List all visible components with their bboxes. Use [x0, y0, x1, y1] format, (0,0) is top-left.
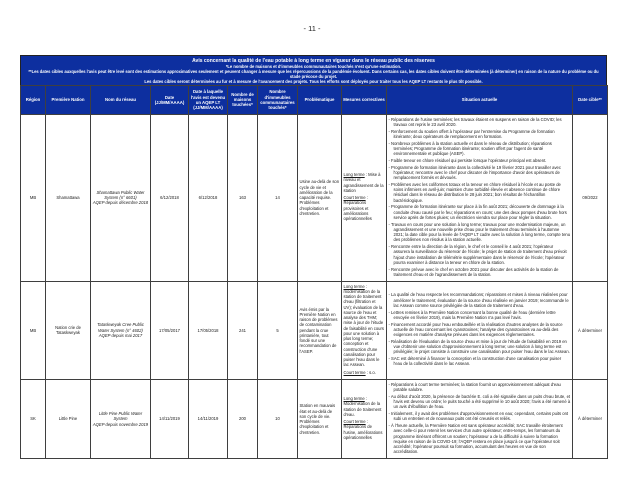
situation-bullet: - Initialement, il y avait des problèmes d'approvisionnement en eau; cependant, certains puits ont subi un entretien et de nouveaux puits ont été creusés et reliés.	[388, 411, 569, 422]
cell-nom-du-reseau	[91, 114, 151, 281]
situation-bullet: - Réparations de l'usine terminées; les travaux étaient en suspens en raison de la COVID; les travaux ont repris le 23 avril 2020.	[388, 116, 562, 127]
cell-nb-immeubles: 5	[258, 281, 298, 379]
table-note-2: **Les dates cibles auxquelles l'avis peut être levé sont des estimations approximatives seulement et peuvent changer à mesure que les répercussions de la pandémie évoluent. Dans certains cas, les dates cibles doivent être déterminées (à déterminer) en raison de la nature du problème ou du stade précoce du projet.	[28, 68, 599, 79]
mesure-text: : Mise à niveau et agrandissement de la station	[343, 172, 384, 193]
situation-bullet: - La qualité de l'eau respecte les recommandations; réparations et mises à niveau réalisées pour améliorer le traitement; évaluation de la source d'eau réalisée en janvier 2019; recommande le lac Assean comme source privilégiée de la station de traitement d'eau.	[388, 292, 569, 308]
advisories-table	[20, 85, 608, 460]
column-header-situation: Situation actuelle	[387, 85, 573, 114]
situation-bullet: - Réparations à court terme terminées; la station fournit un approvisionnement adéquat d'eau potable salubre.	[388, 381, 561, 393]
column-header-nb-maisons: Nombre de maisons touchées*	[228, 85, 258, 114]
table-title: Avis concernant la qualité de l'eau potable à long terme en vigueur dans le réseau public des réserves	[192, 57, 435, 64]
table-note-1: *Le nombre de maisons et d'immeubles communautaires touchés n'est qu'une estimation.	[225, 63, 402, 69]
situation-bullet: - Nombreux problèmes à la station actuelle et dans le réseau de distribution; réparations terminées; Programme de formation itinérante; soutien offert par l'agent de santé environnementale et publique (ASEP).	[388, 140, 552, 157]
situation-bullet: - Programme de formation itinérante dans la collectivité le 19 février 2021 pour travailler avec l'opérateur; rencontre avec le chef pour discuter de l'importance d'avoir des opérateurs de remplacement formés et dévoués.	[388, 164, 561, 181]
cell-date-aqep-lt: 6/12/2018	[189, 114, 228, 281]
cell-nb-maisons: 200	[228, 379, 258, 458]
table-row	[21, 379, 608, 458]
mesure-text: : Réparations de l'usine, améliorations opérationnelles	[343, 419, 383, 440]
cell-problematique: Avis émis par la Première Nation en raison de problèmes de contamination pendant la crue printanière, tout fondé sur une recommandation de l'ASEP.	[298, 281, 342, 379]
column-header-region: Région	[21, 85, 46, 114]
cell-date-cible: À déterminer	[573, 379, 608, 458]
situation-bullet: - Problèmes avec les coliformes totaux et la teneur en chlore résiduel à l'école et au poste de soins infirmiers en avril-juin; maintien d'une turbidité élevée et absence continue de chlore résiduel dans le réseau de distribution le 28 juin 2021; bon résultat de l'échantillon bactériologique.	[388, 181, 561, 203]
mesure-paragraph	[344, 396, 385, 417]
cell-region: MB	[21, 281, 46, 379]
reseau-line: AQEP depuis décembre 2018	[92, 200, 149, 206]
reseau-line: Shamattawa Public Water System (n° 6601)	[96, 189, 145, 201]
mesure-paragraph	[344, 195, 385, 221]
cell-mesures-correctives	[342, 379, 387, 458]
mesure-paragraph	[344, 419, 385, 440]
mesure-label: Court terme	[343, 419, 366, 425]
page-number: - 11 -	[303, 24, 321, 33]
situation-bullet: - Rencontre prévue avec le chef en octobre 2021 pour discuter des activités de la station de traitement d'eau et de l'agrandissement de la station.	[388, 266, 559, 277]
cell-premiere-nation: Little Pine	[46, 379, 91, 458]
reseau-line: Tataskweyak Cree Public Water System (n° 4602)	[97, 322, 144, 333]
situation-bullet: - Faible teneur en chlore résiduel qui persiste lorsque l'opérateur principal est absent.	[388, 157, 547, 163]
table-header-row	[21, 85, 608, 114]
column-header-problematique: Problématique	[298, 85, 342, 114]
mesure-label: Long terme	[343, 396, 365, 402]
cell-nb-maisons: 241	[228, 281, 258, 379]
cell-mesures-correctives	[342, 281, 387, 379]
column-header-date-avis: Date (JJ/MM/AAAA)	[151, 85, 189, 114]
mesure-text: : Modernisation de la station de traitement d'eau.	[343, 396, 382, 417]
situation-bullet: - Financement accordé pour l'eau embouteillée et la réalisation d'autres analyses de la source actuelle de l'eau concernant les cyanotoxines; l'analyse des cyanotoxines va au-delà des exigences en matière d'analyse prévues dans les exigences réglementaires.	[388, 321, 563, 338]
mesure-text: : s.o.	[365, 369, 376, 375]
column-header-nom-du-reseau: Nom du réseau	[91, 85, 151, 114]
mesure-label: Court terme	[343, 195, 366, 201]
cell-nb-maisons: 163	[228, 114, 258, 281]
column-header-nb-immeubles: Nombre d'immeubles communautaires touchés*	[258, 85, 298, 114]
mesure-label: Long terme	[343, 283, 365, 289]
situation-bullet: - À l'heure actuelle, la Première Nation est sans opérateur accrédité; SAC travaille étroitement avec celle-ci pour retenir les services d'un autre opérateur; entre-temps, les formateurs du programme itinérant offriront un soutien; l'opérateur a de la difficulté à suivre la formation requise en raison de la COVID-19; l'AQEP restera en place jusqu'à ce que l'opérateur soit accrédité; l'opérateur poursuit sa formation, accumulant des heures en vue de son accréditation.	[388, 423, 563, 455]
cell-date-aqep-lt: 14/11/2019	[189, 379, 228, 458]
cell-nom-du-reseau	[91, 379, 151, 458]
reseau-line: AQEP depuis novembre 2019	[92, 421, 149, 427]
cell-date-avis: 6/12/2018	[151, 114, 189, 281]
cell-problematique: Usine au-delà de son cycle de vie et amélioration de la capacité requise. Problèmes d'exploitation et d'entretien.	[298, 114, 342, 281]
column-header-premiere-nation: Première Nation	[46, 85, 91, 114]
situation-bullet: - Rencontre entre la direction de la région, le chef et le conseil le 4 août 2021; l'opérateur assurera la surveillance du réservoir de l'école; le projet de station de traitement d'eau prévoit l'ajout d'une installation de télémétrie supplémentaire dans le réservoir de l'école; l'opérateur pourra examiner à distance la teneur en chlore de la station.	[388, 244, 567, 265]
situation-bullet: - SAC est déterminé à financer la conception et la construction d'une canalisation pour puiser l'eau de la collectivité dans le lac Assean.	[388, 356, 562, 367]
mesure-label: Long terme	[343, 172, 365, 178]
cell-region: SK	[21, 379, 46, 458]
situation-bullet: - Renforcement du soutien offert à l'opérateur par l'entremise du Programme de formation itinérante; deux opérateurs de remplacement en formation.	[388, 128, 555, 139]
cell-nom-du-reseau	[91, 281, 151, 379]
cell-date-cible: 09/2022	[573, 114, 608, 281]
cell-situation-actuelle	[387, 281, 573, 379]
reseau-line: Little Pine Public Water System	[98, 411, 143, 422]
situation-bullet: - Réalisation de l'évaluation de la source d'eau et mise à jour de l'étude de faisabilité en 2019 en vue d'obtenir une solution d'approvisionnement à long terme; une solution à long terme est privilégiée; le projet consiste à construire une canalisation pour puiser l'eau dans le lac Assean.	[388, 338, 570, 355]
cell-date-avis: 17/05/2017	[151, 281, 189, 379]
reseau-line: AQEP depuis mai 2017	[98, 332, 143, 338]
cell-problematique: Station en mauvais état et au-delà de son cycle de vie. Problèmes d'exploitation et d'entretien.	[298, 379, 342, 458]
column-header-date-cible: Date cible**	[573, 85, 608, 114]
column-header-mesures: Mesures correctives	[342, 85, 387, 114]
mesure-paragraph	[344, 284, 385, 368]
mesure-text: : Réparations provisoires et améliorations opérationnelles	[343, 195, 372, 222]
cell-nb-immeubles: 10	[258, 379, 298, 458]
table-title-band	[20, 55, 607, 85]
mesure-paragraph	[344, 370, 385, 375]
mesure-text: : modernisation de la station de traitement d'eau (filtration et UV); évaluation de la source de l'eau et analyse des THM; mise à jour de l'étude de faisabilité en cours pour une solution à plus long terme; conception et construction d'une canalisation pour puiser l'eau dans le lac Assean.	[343, 283, 385, 368]
situation-bullet: - Programme de formation itinérante sur place à la fin août 2021; découverte de dommage à la conduite d'eau causé par le feu; réparations en cours; une des deux pompes d'eau brute hors service après de fortes pluies; un électricien viendra sur place pour régler la situation.	[388, 204, 567, 220]
table-note-3: Les dates cibles seront déterminées au fur et à mesure de l'avancement des projets. Tous les efforts sont déployés pour traiter tous les AQEP LT restants le plus tôt possible.	[144, 78, 483, 84]
cell-date-avis: 14/11/2019	[151, 379, 189, 458]
cell-date-cible: À déterminer	[573, 281, 608, 379]
column-header-date-aqep-lt: Date à laquelle l'avis est devenu un AQEP LT (JJ/MM/AAAA)	[189, 85, 228, 114]
cell-nb-immeubles: 14	[258, 114, 298, 281]
table-row	[21, 114, 608, 281]
cell-premiere-nation: Nation crie de Tataskweyak	[46, 281, 91, 379]
table-row	[21, 281, 608, 379]
situation-bullet: - Lettres remises à la Première Nation concernant la bonne qualité de l'eau (dernière lettre envoyée en février 2019), mais la Première Nation n'a pas levé l'avis.	[388, 309, 556, 320]
mesure-label: Court terme	[343, 369, 366, 375]
cell-mesures-correctives	[342, 114, 387, 281]
cell-situation-actuelle	[387, 379, 573, 458]
mesure-paragraph	[344, 172, 385, 193]
cell-region: MB	[21, 114, 46, 281]
cell-situation-actuelle	[387, 114, 573, 281]
advisories-table-wrap	[20, 55, 607, 459]
situation-bullet: - Travaux en cours pour une solution à long terme; travaux pour une modernisation majeure, un agrandissement et une nouvelle prise d'eau pour le traitement d'eau terminés à l'automne 2021; la date cible pour la levée de l'AQEP LT cadre avec la solution à long terme, compte tenu des problèmes non résolus à la station actuelle.	[388, 221, 571, 243]
situation-bullet: - Au début d'août 2020, la présence de bactérie E. coli a été signalée dans un puits d'eau brute, et l'avis est devenu un ordre; le puits touché a été supprimé le 10 août 2020; l'avis a été ramené à un avis d'ébullition de l'eau.	[388, 393, 571, 410]
cell-premiere-nation: Shamattawa	[46, 114, 91, 281]
cell-date-aqep-lt: 17/05/2018	[189, 281, 228, 379]
